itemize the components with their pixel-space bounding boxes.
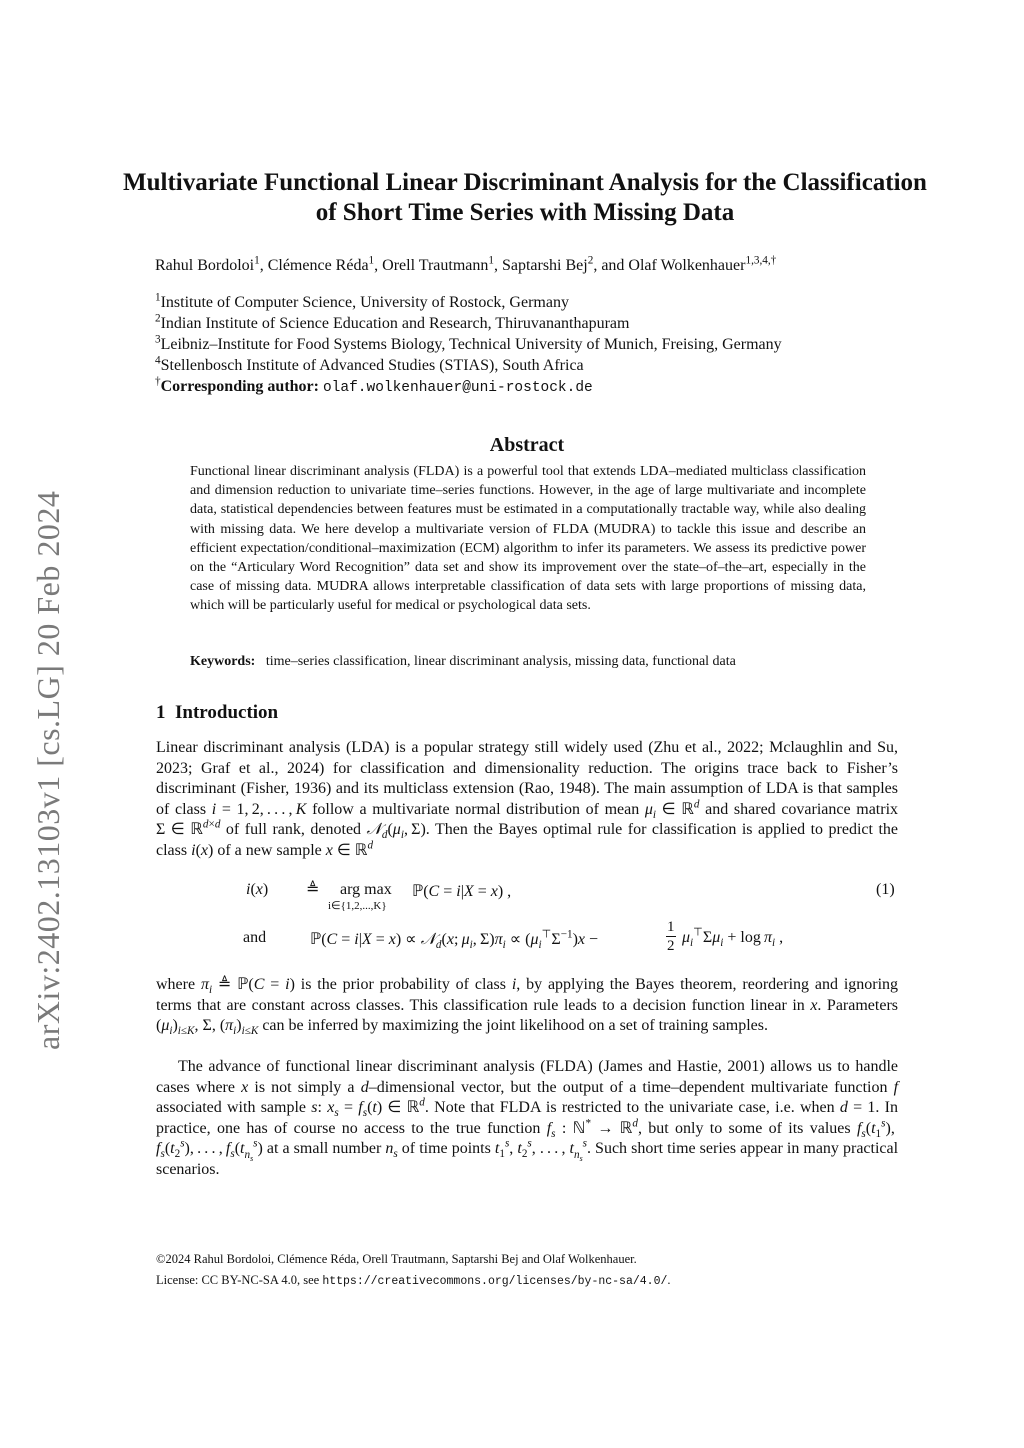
license-prefix: License: CC BY-NC-SA 4.0, see: [156, 1273, 320, 1287]
affil-text: Indian Institute of Science Education and Research, Thiruvananthapuram: [160, 315, 630, 332]
text-run: of full rank, denoted: [225, 821, 362, 839]
affil-text: Stellenbosch Institute of Advanced Studies (STIAS), South Africa: [160, 357, 584, 374]
license-line: [156, 1270, 671, 1292]
author-name: Saptarshi Bej: [501, 257, 588, 274]
text-run: and shared covariance matrix: [705, 800, 899, 818]
keywords-line: [190, 654, 880, 670]
equation-rhs-1: ℙ(C = i|X = x) ,: [412, 883, 512, 900]
abstract-text: Functional linear discriminant analysis (FLDA) is a powerful tool that extends LDA–mediated multiclass classification and dimension reduction to univariate time–series functions. However, in the age of large multivariate and incomplete data, statistical dependencies between features must be estimated in a computationally tractable way, while also dealing with missing data. We here develop a multivariate version of FLDA (MUDRA) to tackle this issue and describe an efficient expectation/conditional–maximization (ECM) algorithm to infer its parameters. We assess its predictive power on the “Articulary Word Recognition” data set and show its improvement over the state–of–the–art, especially in the case of missing data. MUDRA allows interpretable classification of data sets with large proportions of missing data, which will be particularly useful for medical or psychological data sets.: [190, 464, 866, 614]
paper-title: Multivariate Functional Linear Discriminant Analysis for the Classification of Short Time Series with Missing Data: [123, 169, 927, 226]
affil-mark: †: [155, 375, 161, 388]
section-heading: [156, 702, 278, 724]
keywords-label: Keywords:: [190, 654, 256, 669]
intro-paragraph-3: The advance of functional linear discriminant analysis (FLDA) (James and Hastie, 2001) allows us to handle cases where x is not simply a d–dimensional vector, but the output of a time–dependent multivariate function f associated with sample s: $x_s = f_s(t)$ ∈ ℝ$^d$. Note that FLDA is restricted to the univariate case, i.e. when d = 1. In practice, one has of course no access to the true function $f_s$ : ℕ* → ℝ$^d$, but only to some of its values $f_s(t_1^s)$, $f_s(t_2^s)$, . . . , $f_s(t_{n_s}^s)$ at a small number $n_s$ of time points $t_1^s$, $t_2^s$, . . . , $t_{n_s}^s$. Such short time series appear in many practical scenarios.: [156, 1058, 899, 1178]
equation-fraction: 1 2: [667, 919, 675, 954]
author-name: Orell Trautmann: [382, 257, 489, 274]
license-link[interactable]: https://creativecommons.org/licenses/by-nc-sa/4.0/: [322, 1275, 668, 1288]
text-run: The advance of functional linear discriminant analysis (FLDA) (James and Hastie, 2001) allows us to handle cases where: [156, 1058, 898, 1096]
equation-rhs-3: $\mu_i^⊤\Sigma\mu_i + \log \pi_i$ ,: [682, 926, 784, 950]
affiliation-line: [155, 355, 782, 376]
text-run: of time points: [401, 1140, 491, 1158]
text-run: . Such short time series appear in many practical scenarios.: [156, 1140, 899, 1178]
affil-mark: 1: [155, 291, 161, 304]
corresponding-email[interactable]: olaf.wolkenhauer@uni-rostock.de: [322, 380, 593, 396]
author-list: Rahul Bordoloi$^1$, Clémence Réda$^1$, Orell Trautmann$^1$, Saptarshi Bej$^2$, and Olaf Wolkenhauer$^{1,3,4,\dagger}$: [155, 254, 777, 274]
text-run: is the prior probability of class: [300, 976, 506, 993]
intro-paragraph-2: where $\pi_i$ ≜ ℙ(C = i) is the prior probability of class i, by applying the Bayes theorem, reordering and ignoring terms that are constant across classes. This classification rule leads to a decision function linear in x. Parameters $(\mu_i)_{i\le K}$, Σ, $(\pi_i)_{i\le K}$ can be inferred by maximizing the joint likelihood on a set of training samples.: [156, 976, 899, 1038]
equation-lhs: i(x): [246, 881, 269, 898]
author-affil-mark: 1,3,4,†: [745, 254, 777, 267]
text-run: is not simply a: [254, 1078, 355, 1096]
equation-and-label: and: [243, 929, 267, 946]
text-run: . Then the Bayes optimal rule for classification is applied to predict the class: [156, 821, 899, 859]
affiliation-line: [155, 292, 782, 313]
affil-mark: 3: [155, 333, 161, 346]
affiliation-list: [155, 292, 782, 399]
copyright-line: ©2024 Rahul Bordoloi, Clémence Réda, Orell Trautmann, Saptarshi Bej and Olaf Wolkenhauer.: [156, 1252, 637, 1266]
text-run: at a small number: [266, 1140, 382, 1158]
text-run: follow a multivariate normal distribution of mean: [312, 800, 640, 818]
affil-text: Institute of Computer Science, University of Rostock, Germany: [160, 294, 569, 311]
author-name: Clémence Réda: [267, 257, 369, 274]
author-name: Olaf Wolkenhauer: [628, 257, 746, 274]
author-affil-mark: 1: [488, 254, 494, 267]
corresponding-label: Corresponding author:: [160, 378, 319, 395]
author-affil-mark: 2: [587, 254, 594, 267]
affil-mark: 2: [155, 312, 161, 325]
corresponding-author-line: [155, 376, 782, 399]
text-run: , but only to some of its values: [637, 1119, 851, 1137]
license-suffix: .: [667, 1273, 671, 1287]
section-title: Introduction: [175, 702, 279, 723]
affil-text: Leibniz–Institute for Food Systems Biology, Technical University of Munich, Freising, Germany: [160, 336, 782, 353]
text-run: Linear discriminant analysis (LDA) is a popular strategy still widely used (Zhu et al., 2022; Mclaughlin and Su, 2023; Graf et al., 2024) for classification and dimensionality reduction. The origins trace back to Fisher’s discriminant (Fisher, 1936) and its multiclass extension (Rao, 1948). The main assumption of LDA is that samples of class: [156, 739, 898, 818]
page-footer: [156, 1249, 671, 1292]
section-number: 1: [156, 702, 166, 723]
text-run: of a new sample: [217, 841, 322, 859]
equation-number: (1): [876, 881, 895, 898]
text-run: . In practice, one has of course no access to the true function: [156, 1099, 899, 1137]
author-name: Rahul Bordoloi: [155, 257, 255, 274]
text-run: . Note that FLDA is restricted to the univariate case, i.e. when: [424, 1099, 835, 1117]
argmax-subscript: i∈{1,2,...,K}: [328, 900, 387, 912]
text-run: . Parameters: [817, 996, 899, 1014]
text-run: where: [156, 976, 196, 993]
arxiv-sidebar-stamp: arXiv:2402.13103v1 [cs.LG] 20 Feb 2024: [30, 490, 66, 1050]
text-run: –dimensional vector, but the output of a time–dependent multivariate function: [368, 1078, 888, 1096]
affiliation-line: [155, 313, 782, 334]
keywords-text: time–series classification, linear discriminant analysis, missing data, functional data: [265, 654, 736, 669]
equation-defeq: ≜: [306, 881, 320, 898]
text-run: associated with sample: [156, 1099, 307, 1117]
equation-rhs-2: ℙ(C = i|X = x) ∝ 𝒩$_d$(x; $\mu_i$, $\Sigma)\pi_i \propto (\mu_i^⊤\Sigma^{-1})x$ −: [310, 928, 599, 952]
abstract-heading: Abstract: [489, 434, 565, 456]
text-run: , by applying the Bayes theorem, reordering and ignoring terms that are constant across classes. This classification rule leads to a decision function linear in: [156, 976, 899, 1014]
text-run: can be inferred by maximizing the joint likelihood on a set of training samples.: [262, 1017, 768, 1035]
affil-mark: 4: [155, 354, 161, 367]
author-affil-mark: 1: [254, 254, 260, 267]
argmax-operator: arg max: [340, 881, 392, 898]
intro-paragraph-1: Linear discriminant analysis (LDA) is a popular strategy still widely used (Zhu et al., 2022; Mclaughlin and Su, 2023; Graf et al., 2024) for classification and dimensionality reduction. The origins trace back to Fisher’s discriminant (Fisher, 1936) and its multiclass extension (Rao, 1948). The main assumption of LDA is that samples of class i = 1, 2, . . . , K follow a multivariate normal distribution of mean $\mu_i$ ∈ ℝ$^d$ and shared covariance matrix Σ ∈ ℝ$^{d\times d}$ of full rank, denoted $𝒩_d(\mu_i$, Σ). Then the Bayes optimal rule for classification is applied to predict the class i(x) of a new sample x ∈ ℝ$^d$: [156, 739, 899, 859]
affiliation-line: [155, 334, 782, 355]
author-affil-mark: 1: [368, 254, 375, 267]
